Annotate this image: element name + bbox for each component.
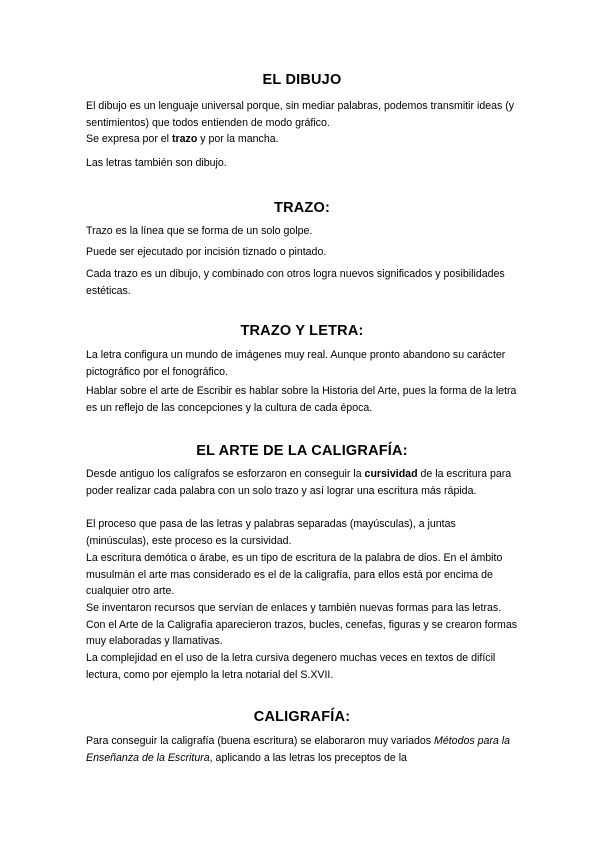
heading-trazo: TRAZO: [274,200,330,216]
bold-term: cursividad [364,468,418,480]
italic-title: Métodos para la Enseñanza de la Escritura [86,735,510,764]
paragraph: Trazo es la línea que se forma de un solo golpe. [86,225,313,237]
heading-el-arte-de-la-caligrafia: EL ARTE DE LA CALIGRAFÍA: [196,443,408,459]
paragraph: Para conseguir la caligrafía (buena escritura) se elaboraron muy variados Métodos para la Enseñanza de la Escritura, aplicando a las letras los preceptos de la [86,735,510,764]
paragraph: Desde antiguo los calígrafos se esforzaron en conseguir la cursividad de la escritura para poder realizar cada palabra con un solo trazo y así lograr una escritura más rápida. [86,468,512,497]
heading-trazo-y-letra: TRAZO Y LETRA: [240,323,364,339]
paragraph: Se inventaron recursos que servían de enlaces y también nuevas formas para las letras. Con el Arte de la Caligrafía aparecieron trazos, bucles, cenefas, figuras y se crearon formas muy elaboradas y llamativas. [86,602,518,647]
paragraph: Las letras también son dibujo. [86,157,227,169]
heading-el-dibujo: EL DIBUJO [262,72,342,88]
paragraph: La escritura demótica o árabe, es un tipo de escritura de la palabra de dios. En el ámbito musulmán el arte mas considerado es el de la caligrafía, para ellos está por encima de cualquier otro arte. [86,552,503,597]
paragraph: El proceso que pasa de las letras y palabras separadas (mayúsculas), a juntas (minúsculas), este proceso es la cursividad. [86,518,456,547]
paragraph: Puede ser ejecutado por incisión tiznado o pintado. [86,246,327,258]
bold-term: trazo [171,133,198,145]
paragraph: La letra configura un mundo de imágenes muy real. Aunque pronto abandono su carácter pictográfico por el fonográfico. [86,349,506,378]
paragraph: Cada trazo es un dibujo, y combinado con otros logra nuevos significados y posibilidades estéticas. [86,268,505,297]
paragraph: La complejidad en el uso de la letra cursiva degenero muchas veces en textos de difícil lectura, como por ejemplo la letra notarial del S.XVII. [86,652,496,681]
paragraph: El dibujo es un lenguaje universal porque, sin mediar palabras, podemos transmitir ideas (y sentimientos) que todos entienden de modo gráfico. [86,100,515,129]
heading-caligrafia: CALIGRAFÍA: [253,709,351,725]
paragraph: Hablar sobre el arte de Escribir es hablar sobre la Historia del Arte, pues la forma de la letra es un reflejo de las concepciones y la cultura de cada época. [86,385,517,414]
paragraph: Se expresa por el trazo y por la mancha. [86,133,279,145]
